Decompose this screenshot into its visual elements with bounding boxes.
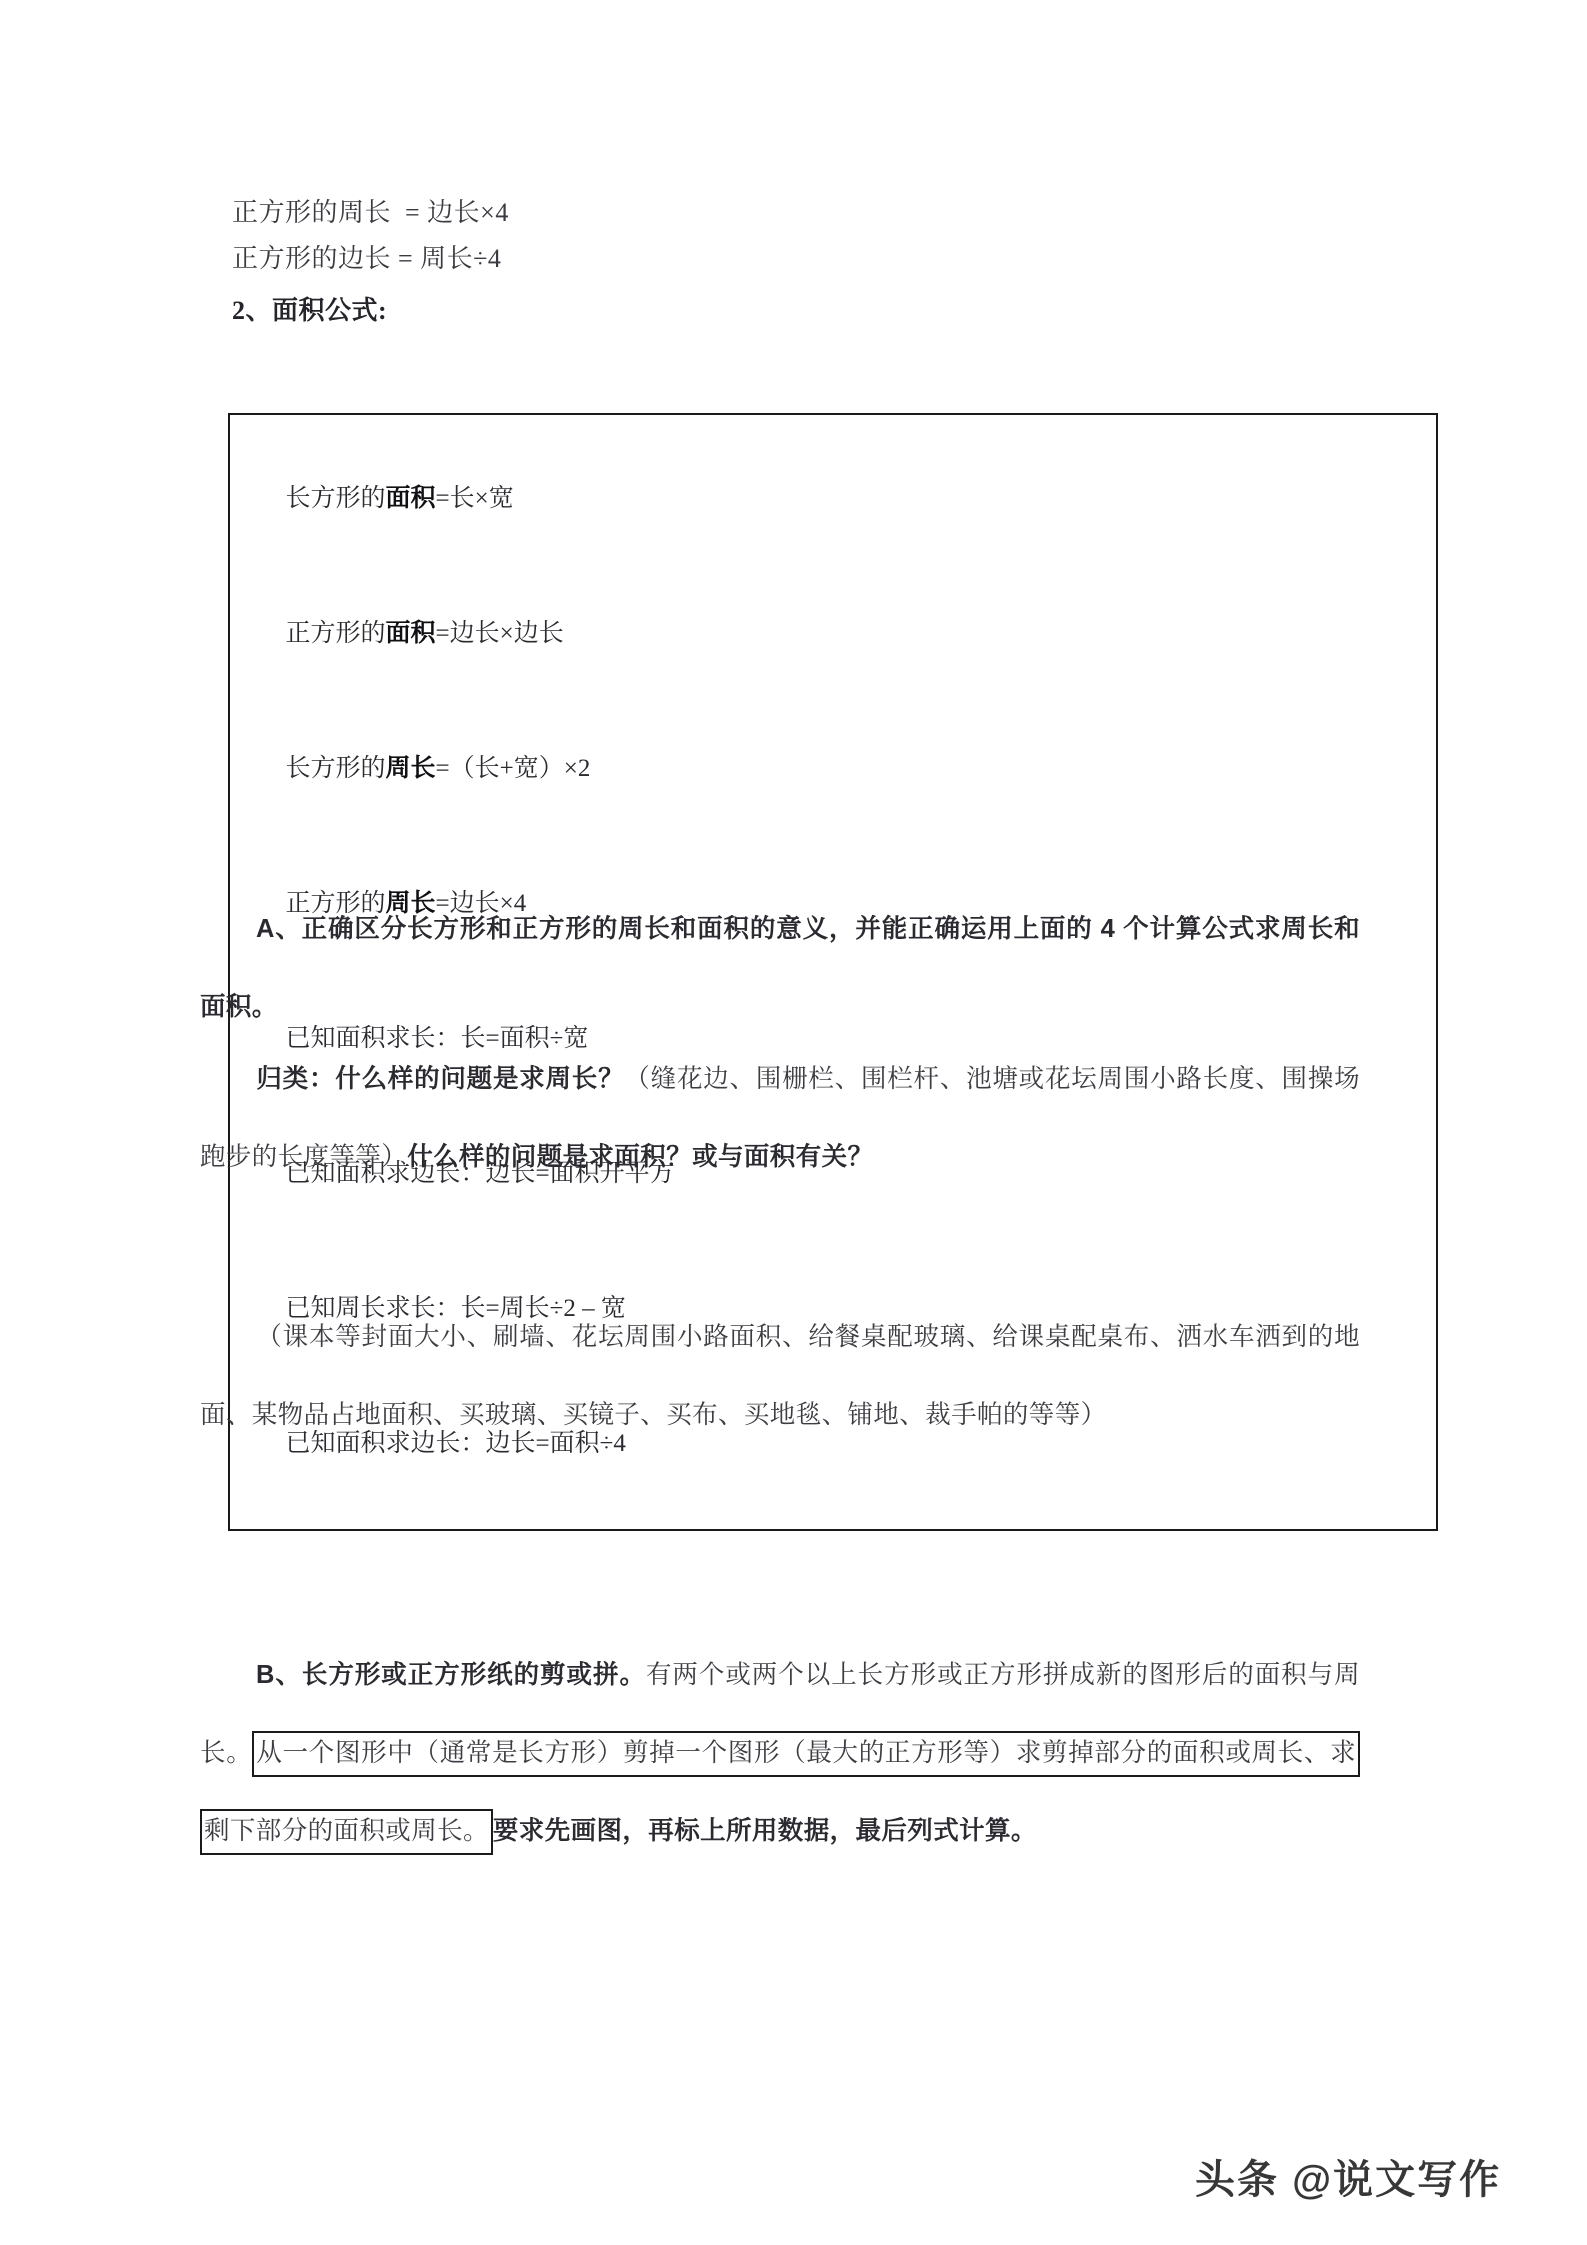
classification-question-perimeter: 归类：什么样的问题是求周长？: [256, 1065, 625, 1093]
section-b-paragraph: [200, 1636, 1360, 1870]
section-heading-area-formulas: 2、面积公式:: [232, 296, 388, 325]
section-b-lead: B、长方形或正方形纸的剪或拼。: [256, 1661, 646, 1689]
section-a-paragraph: [200, 890, 1360, 1046]
watermark-text: 头条 @说文写作: [1195, 2158, 1502, 2202]
formula-prefix: 长方形的: [285, 755, 386, 782]
section-a-text: A、正确区分长方形和正方形的周长和面积的意义，并能正确运用上面的 4 个计算公式求周长和面积。: [200, 915, 1360, 1021]
top-formula-line-1: 正方形的周长 = 边长×4: [232, 198, 509, 227]
classification-question-area: 什么样的问题是求面积？或与面积有关？: [407, 1143, 874, 1171]
section-b-requirement: 要求先画图，再标上所用数据，最后列式计算。: [492, 1817, 1037, 1845]
formula-suffix: =长×宽: [435, 485, 514, 512]
formula-prefix: 已知面积求边长：边长=面积÷4: [285, 1430, 626, 1457]
formula-prefix: 正方形的: [285, 620, 386, 647]
formula-suffix: =（长+宽）×2: [435, 755, 591, 782]
formula-prefix: 已知周长求长：长=周长÷2 – 宽: [285, 1295, 626, 1322]
section-b-normal-text: 有两个或两个以上长方形或正方形拼成新的图形后的面积与周长。: [200, 1661, 1360, 1767]
top-formula-line-2: 正方形的边长 = 周长÷4: [232, 244, 502, 273]
section-classification-paragraph: [200, 1040, 1360, 1196]
formula-suffix: =边长×4: [435, 890, 527, 917]
classification-perimeter-examples: （缝花边、围栅栏、围栏杆、池塘或花坛周围小路长度、围操场跑步的长度等等）: [200, 1065, 1360, 1171]
formula-keyword: 面积: [385, 620, 436, 647]
formula-prefix: 正方形的: [285, 890, 386, 917]
watermark: [1195, 2148, 1501, 2205]
top-formula-block: [232, 190, 1382, 334]
formula-prefix: 已知面积求边长：边长=面积开平方: [285, 1160, 675, 1187]
section-area-examples-paragraph: [200, 1298, 1360, 1454]
formula-keyword: 面积: [385, 485, 436, 512]
formula-suffix: =边长×边长: [435, 620, 564, 647]
area-examples-text: （课本等封面大小、刷墙、花坛周围小路面积、给餐桌配玻璃、给课桌配桌布、洒水车洒到的地面、某物品占地面积、买玻璃、买镜子、买布、买地毯、铺地、裁手帕的等等）: [200, 1323, 1360, 1429]
formula-prefix: 长方形的: [285, 485, 386, 512]
formula-prefix: 已知面积求长：长=面积÷宽: [285, 1025, 589, 1052]
formula-row: [248, 431, 1416, 566]
formula-row: [248, 701, 1416, 836]
section-b-boxed-text: 从一个图形中（通常是长方形）剪掉一个图形（最大的正方形等）求剪掉部分的面积或周长、求剩下部分的面积或周长。: [200, 1731, 1360, 1855]
formula-keyword: 周长: [385, 890, 436, 917]
formula-row: [248, 566, 1416, 701]
formula-keyword: 周长: [385, 755, 436, 782]
